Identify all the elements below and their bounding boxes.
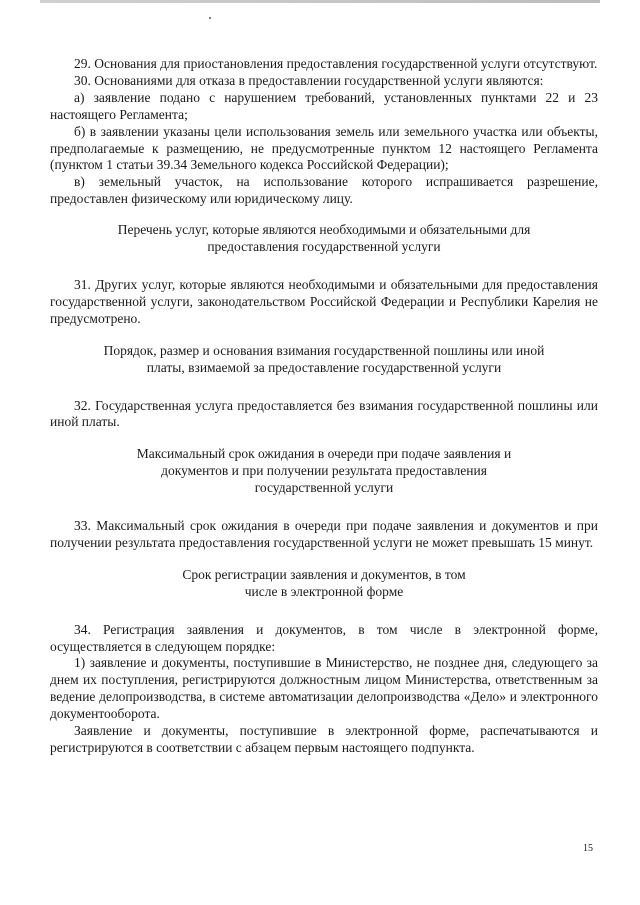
- paragraph-32: 32. Государственная услуга предоставляется без взимания государственной пошлины или иной платы.: [50, 397, 598, 430]
- scan-speck: [209, 17, 211, 19]
- paragraph-29: 29. Основания для приостановления предоставления государственной услуги отсутствуют.: [74, 56, 598, 71]
- paragraph-30-v: в) земельный участок, на использование которого испрашивается разрешение, предоставлен физическому или юридическому лицу.: [50, 174, 598, 207]
- paragraph-30: 30. Основаниями для отказа в предоставлении государственной услуги являются:: [74, 72, 544, 88]
- paragraph-30-a: а) заявление подано с нарушением требований, установленных пунктами 22 и 23 настоящего Регламента;: [50, 89, 598, 122]
- paragraph-34-2: Заявление и документы, поступившие в электронной форме, распечатываются и регистрируются в соответствии с абзацем первым настоящего подпункта.: [50, 723, 598, 755]
- section-heading-services: Перечень услуг, которые являются необходимыми и обязательными для предоставления государственной услуги: [117, 222, 531, 255]
- scan-top-edge: [40, 0, 600, 3]
- paragraph-33: 33. Максимальный срок ожидания в очереди при подаче заявления и документов и при получении результата предоставления государственной услуги не может превышать 15 минут.: [50, 518, 598, 550]
- paragraph-30-b: б) в заявлении указаны цели использования земель или земельного участка или объекты, предполагаемые к размещению, не предусмотренные пунктом 12 настоящего Регламента (пунктом 1 статьи 39.34 Земельного кодекса Российской Федерации);: [50, 123, 598, 173]
- section-heading-fee: Порядок, размер и основания взимания государственной пошлины или иной платы, взимаемой за предоставление государственной услуги: [103, 342, 545, 375]
- section-heading-queue-time: Максимальный срок ожидания в очереди при подаче заявления и документов и при получении результата предоставления государственной услуги: [136, 446, 512, 496]
- paragraph-34-1: 1) заявление и документы, поступившие в Министерство, не позднее дня, следующего за днем их поступления, регистрируются должностным лицом Министерства, ответственным за ведение делопроизводства, в системе автоматизации делопроизводства «Дело» и электронного документооборота.: [50, 655, 598, 722]
- paragraph-34: 34. Регистрация заявления и документов, в том числе в электронной форме, осуществляется в следующем порядке:: [50, 621, 598, 654]
- document-page: [50, 56, 598, 757]
- paragraph-31: 31. Других услуг, которые являются необходимыми и обязательными для предоставления государственной услуги, законодательством Российской Федерации и Республики Карелия не предусмотрено.: [50, 276, 598, 326]
- section-heading-registration: Срок регистрации заявления и документов, в том числе в электронной форме: [182, 566, 466, 599]
- page-number: 15: [583, 843, 593, 854]
